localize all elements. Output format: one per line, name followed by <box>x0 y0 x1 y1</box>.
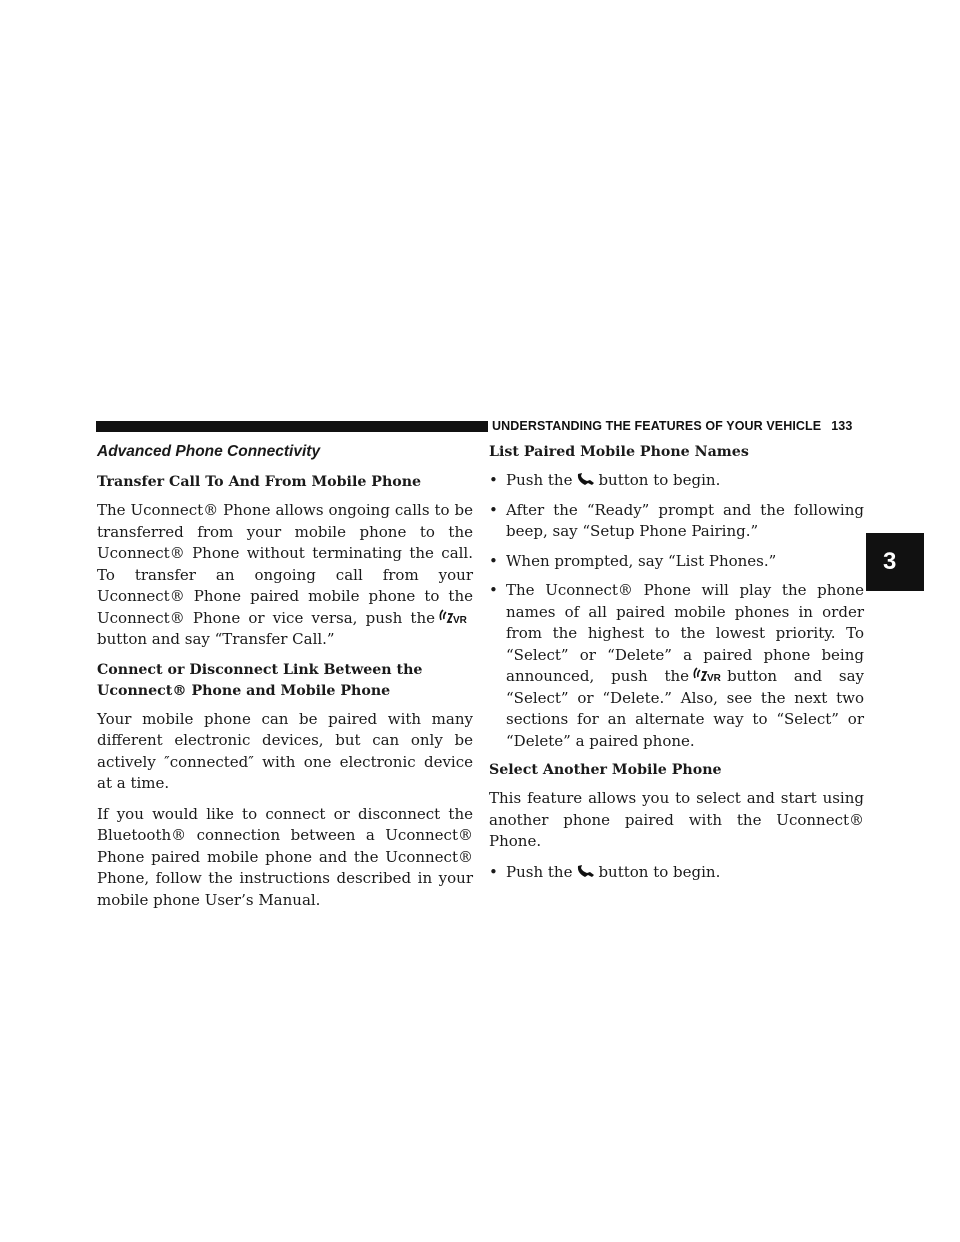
list-item: • Push the button to begin. <box>489 862 864 884</box>
select-phone-steps <box>489 862 864 884</box>
connect-paragraph-2: If you would like to connect or disconnect the Bluetooth® connection between a Uconnect® Phone paired mobile phone and the Uconnect® Phone, follow the instructions described in your mobile phone User’s Manual. <box>97 804 473 909</box>
left-column <box>97 442 473 920</box>
list-item: • Push the button to begin. <box>489 470 864 492</box>
svg-text:VR: VR <box>707 673 721 684</box>
connect-link-heading: Connect or Disconnect Link Between the Uconnect® Phone and Mobile Phone <box>97 661 423 699</box>
list-item: • The Uconnect® Phone will play the phone names of all paired mobile phones in order from the highest to the lowest priority. To “Select” or “Delete” a paired phone being announced, push the VR button and say “Select” or “Delete.” Also, see the next two sections for an alternate way to “Select” or “Delete” a paired phone. <box>489 580 864 752</box>
transfer-call-paragraph: The Uconnect® Phone allows ongoing calls to be transferred from your mobile phone to the Uconnect® Phone without terminating the call. To transfer an ongoing call from your Uconnect® Phone paired mobile phone to the Uconnect® Phone or vice versa, push the VR button and say “Transfer Call.” <box>97 501 473 648</box>
voice-recognition-icon <box>439 608 471 626</box>
header-title: UNDERSTANDING THE FEATURES OF YOUR VEHICLE <box>492 419 822 433</box>
header-rule <box>96 421 488 432</box>
phone-icon <box>576 472 596 488</box>
select-phone-paragraph: This feature allows you to select and start using another phone paired with the Uconnect® Phone. <box>489 789 864 850</box>
section-title: Advanced Phone Connectivity <box>97 443 321 460</box>
voice-recognition-icon <box>693 666 725 684</box>
phone-icon <box>576 864 596 880</box>
svg-text:VR: VR <box>453 614 467 626</box>
running-header <box>492 419 852 433</box>
list-phones-steps <box>489 470 864 752</box>
right-column <box>489 442 864 891</box>
page-number: 133 <box>831 419 853 433</box>
list-phones-heading: List Paired Mobile Phone Names <box>489 444 749 460</box>
transfer-call-heading: Transfer Call To And From Mobile Phone <box>97 474 422 490</box>
list-item: • After the “Ready” prompt and the following beep, say “Setup Phone Pairing.” <box>489 500 864 543</box>
connect-paragraph-1: Your mobile phone can be paired with many different electronic devices, but can only be actively ″connected″ with one electronic device at a time. <box>97 709 473 792</box>
select-phone-heading: Select Another Mobile Phone <box>489 762 722 778</box>
chapter-tab: 3 <box>866 533 924 591</box>
list-item: • When prompted, say “List Phones.” <box>489 551 864 573</box>
